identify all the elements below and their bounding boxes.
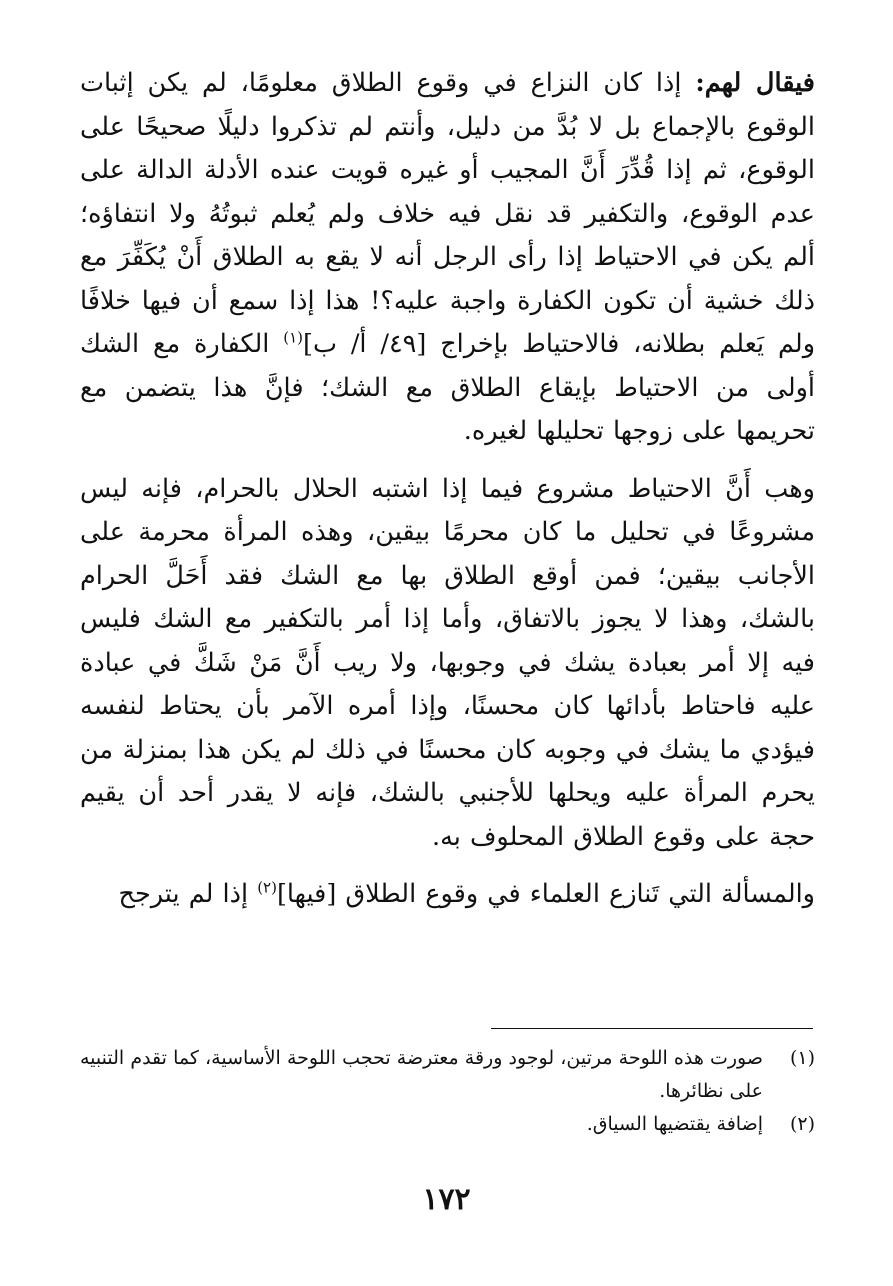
paragraph-2: وهب أَنَّ الاحتياط مشروع فيما إذا اشتبه الحلال بالحرام، فإنه ليس مشروعًا في تحليل ما كان محرمًا بيقين، وهذه المرأة محرمة على الأجانب بيقين؛ فمن أوقع الطلاق بها مع الشك فقد أَحَلَّ الحرام بالشك، وهذا لا يجوز بالاتفاق، وأما إذا أمر بالتكفير مع الشك فليس فيه إلا أمر بعبادة يشك في وجوبها، ولا ريب أَنَّ مَنْ شَكَّ في عبادة عليه فاحتاط بأدائها كان محسنًا، وإذا أمره الآمر بأن يحتاط لنفسه فيؤدي ما يشك في وجوبه كان محسنًا في ذلك لم يكن هذا بمنزلة من يحرم المرأة عليه ويحلها للأجنبي بالشك، فإنه لا يقدر أحد أن يقيم حجة على وقوع الطلاق المحلوف به. [80, 473, 815, 852]
footnote-text: صورت هذه اللوحة مرتين، لوجود ورقة معترضة تحجب اللوحة الأساسية، كما تقدم التنبيه على نظائرها. [80, 1047, 763, 1102]
footnote-2 [80, 1108, 815, 1141]
footnote-ref-1: (١) [283, 328, 303, 347]
paragraph-1 [80, 62, 815, 454]
paragraph-3-text-b: إذا لم يترجح [118, 879, 258, 909]
main-text [80, 62, 815, 917]
paragraph-3-text-a: والمسألة التي تَنازع العلماء في وقوع الطلاق [فيها] [276, 879, 815, 909]
footnote-text: إضافة يقتضيها السياق. [586, 1113, 763, 1135]
footnote-ref-2: (٢) [257, 878, 277, 897]
page-number: ١٧٢ [422, 1182, 471, 1217]
paragraph-1-text-a: إذا كان النزاع في وقوع الطلاق معلومًا، لم يكن إثبات الوقوع بالإجماع بل لا بُدَّ من دليل، وأنتم لم تذكروا دليلًا صحيحًا على الوقوع، ثم إذا قُدِّرَ أَنَّ المجيب أو غيره قويت عنده الأدلة الدالة على عدم الوقوع، والتكفير قد نقل فيه خلاف ولم يُعلم ثبوتُهُ ولا انتفاؤه؛ ألم يكن في الاحتياط إذا رأى الرجل أنه لا يقع به الطلاق أَنْ يُكَفِّرَ مع ذلك خشية أن تكون الكفارة واجبة عليه؟! هذا إذا سمع أن فيها خلافًا ولم يَعلم بطلانه، فالاحتياط بإخراج [٤٩/ أ/ ب] [80, 68, 816, 359]
footnote-number: (١) [789, 1047, 815, 1069]
paragraph-1-text-b: الكفارة مع الشك أولى من الاحتياط بإيقاع الطلاق مع الشك؛ فإنَّ هذا يتضمن مع تحريمها على زوجها تحليلها لغيره. [80, 329, 815, 446]
paragraph-lead: فيقال لهم: [695, 68, 815, 98]
footnote-separator [491, 1028, 813, 1029]
footnotes [80, 1042, 815, 1141]
footnote-number: (٢) [789, 1113, 815, 1135]
paragraph-3 [80, 873, 815, 917]
footnote-1 [80, 1042, 815, 1108]
